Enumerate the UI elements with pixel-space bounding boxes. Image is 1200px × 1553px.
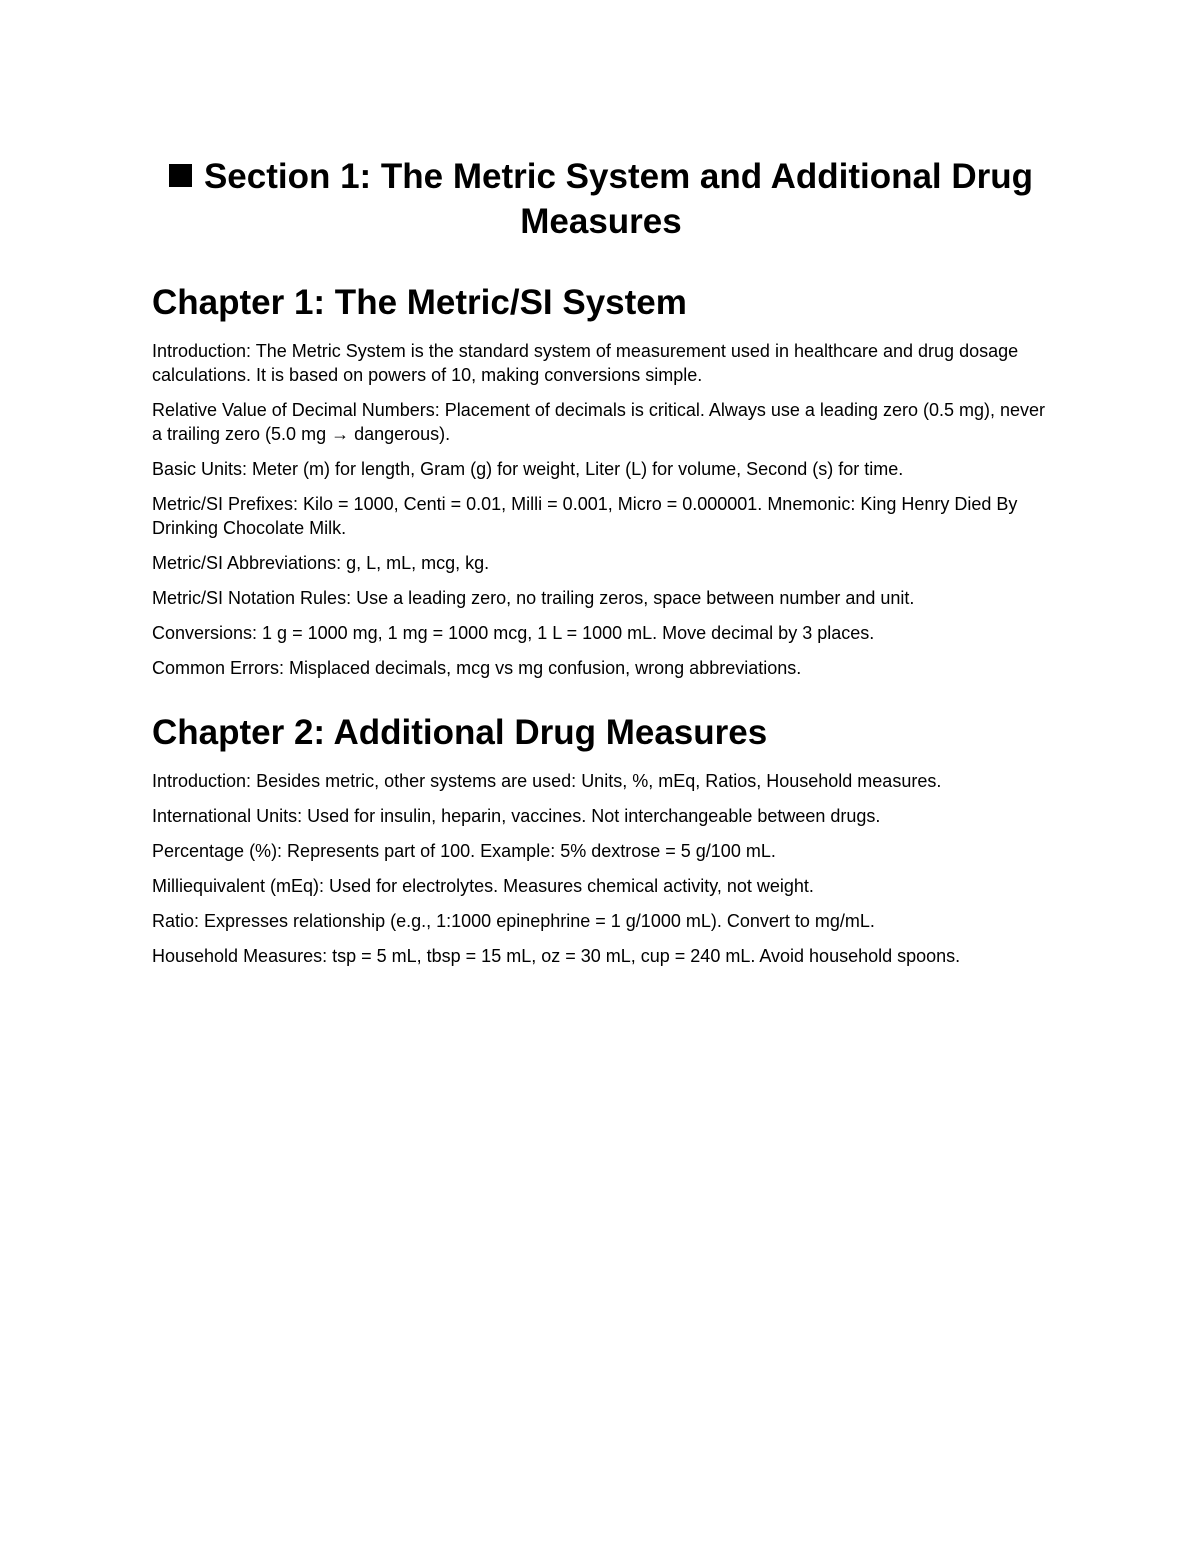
section-title-text: Section 1: The Metric System and Additional Drug Measures [203, 157, 1034, 241]
chapter-2-ratio: Ratio: Expresses relationship (e.g., 1:1000 epinephrine = 1 g/1000 mL). Convert to mg/mL. [152, 911, 875, 931]
section-title [152, 154, 1050, 244]
chapter-1-decimal-numbers: Relative Value of Decimal Numbers: Placement of decimals is critical. Always use a leading zero (0.5 mg), never a trailing zero (5.0 mg → dangerous). [152, 400, 1046, 444]
chapter-1-notation-rules: Metric/SI Notation Rules: Use a leading zero, no trailing zeros, space between number and unit. [152, 588, 915, 608]
chapter-2-international-units: International Units: Used for insulin, heparin, vaccines. Not interchangeable between drugs. [152, 806, 881, 826]
chapter-2-title: Chapter 2: Additional Drug Measures [152, 713, 768, 752]
chapter-1-title: Chapter 1: The Metric/SI System [152, 283, 687, 322]
chapter-2-introduction: Introduction: Besides metric, other systems are used: Units, %, mEq, Ratios, Household measures. [152, 771, 942, 791]
chapter-1-basic-units: Basic Units: Meter (m) for length, Gram (g) for weight, Liter (L) for volume, Second (s) for time. [152, 459, 904, 479]
chapter-1-introduction: Introduction: The Metric System is the standard system of measurement used in healthcare and drug dosage calculations. It is based on powers of 10, making conversions simple. [152, 341, 1019, 385]
chapter-1-common-errors: Common Errors: Misplaced decimals, mcg vs mg confusion, wrong abbreviations. [152, 658, 802, 678]
chapter-2-percentage: Percentage (%): Represents part of 100. Example: 5% dextrose = 5 g/100 mL. [152, 841, 776, 861]
chapter-2-household-measures: Household Measures: tsp = 5 mL, tbsp = 15 mL, oz = 30 mL, cup = 240 mL. Avoid household spoons. [152, 946, 961, 966]
chapter-1-abbreviations: Metric/SI Abbreviations: g, L, mL, mcg, kg. [152, 553, 490, 573]
chapter-1-conversions: Conversions: 1 g = 1000 mg, 1 mg = 1000 mcg, 1 L = 1000 mL. Move decimal by 3 places. [152, 623, 875, 643]
chapter-1-prefixes: Metric/SI Prefixes: Kilo = 1000, Centi = 0.01, Milli = 0.001, Micro = 0.000001. Mnemonic: King Henry Died By Drinking Chocolate Milk. [152, 494, 1018, 538]
chapter-2-milliequivalent: Milliequivalent (mEq): Used for electrolytes. Measures chemical activity, not weight. [152, 876, 814, 896]
black-square-icon [169, 164, 192, 187]
